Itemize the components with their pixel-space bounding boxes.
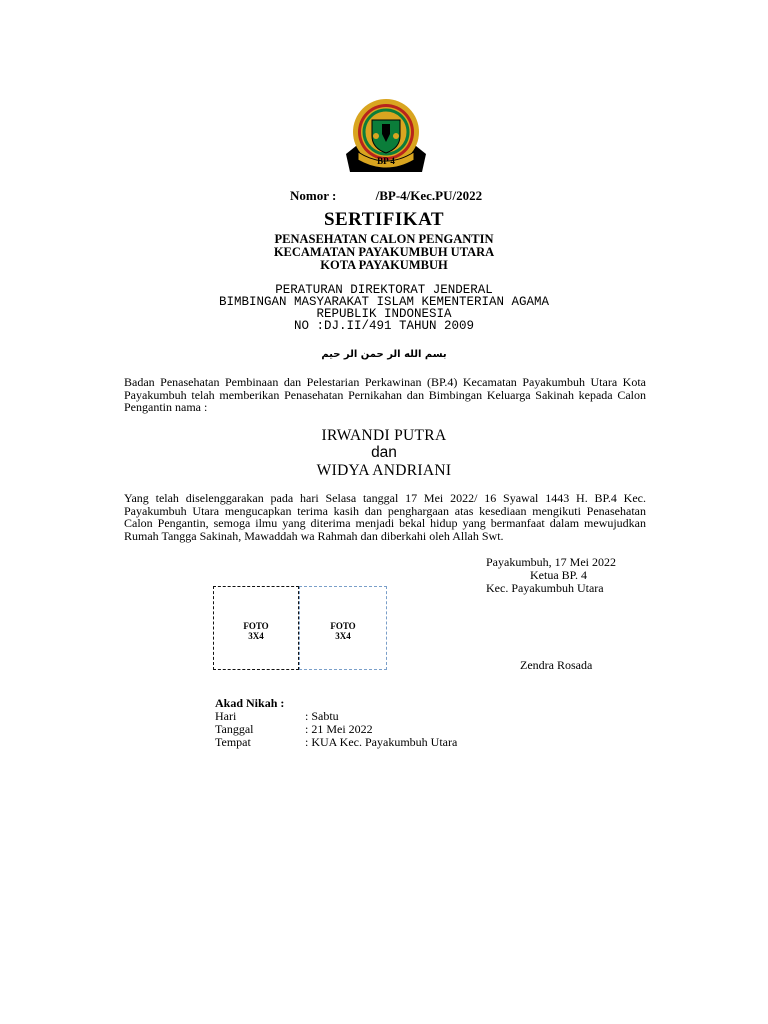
nomor-label: Nomor : — [290, 188, 337, 203]
certificate-title: SERTIFIKAT — [323, 209, 445, 230]
akad-row-label: Tempat — [215, 735, 251, 749]
regulation-line: NO :DJ.II/491 TAHUN 2009 — [293, 319, 475, 333]
basmalah: بسم الله الر حمن الر حيم — [321, 349, 447, 360]
photo-placeholder — [299, 586, 387, 670]
conjunction: dan — [371, 444, 397, 461]
akad-row-value: : Sabtu — [305, 709, 339, 723]
certificate-number — [290, 188, 482, 204]
photo-placeholder — [213, 586, 299, 670]
body-paragraph: Yang telah diselenggarakan pada hari Selasa tanggal 17 Mei 2022/ 16 Syawal 1443 H. BP.4 Kec. Payakumbuh Utara mengucapkan terima kasih dan penghargaan atas kesediaan mengikuti Penasehatan Calon Pengantin, semoga ilmu yang diterima menjadi bekal hidup yang bermanfaat dalam mewujudkan Rumah Tangga Sakinah, Mawaddah wa Rahmah dan diberkahi oleh Allah Swt. — [124, 491, 646, 543]
signature-place-date: Payakumbuh, 17 Mei 2022 — [486, 555, 616, 569]
photo-size: 3X4 — [248, 631, 264, 641]
intro-paragraph: Badan Penasehatan Pembinaan dan Pelestarian Perkawinan (BP.4) Kecamatan Payakumbuh Utara Kota Payakumbuh telah memberikan Penasehatan Pernikahan dan Bimbingan Keluarga Sakinah kepada Calon Pengantin nama : — [124, 375, 646, 414]
akad-row-value: : 21 Mei 2022 — [305, 722, 373, 736]
logo-text: BP 4 — [377, 156, 395, 166]
subtitle-line: PENASEHATAN CALON PENGANTIN — [274, 232, 494, 246]
signature-office: Kec. Payakumbuh Utara — [486, 581, 604, 595]
subtitle-line: KECAMATAN PAYAKUMBUH UTARA — [273, 245, 495, 259]
akad-heading: Akad Nikah : — [215, 696, 285, 710]
akad-row — [215, 736, 457, 749]
akad-row-value: : KUA Kec. Payakumbuh Utara — [305, 735, 458, 749]
groom-name: IRWANDI PUTRA — [321, 427, 447, 444]
photo-label: FOTO — [243, 621, 269, 631]
photo-size: 3X4 — [335, 631, 351, 641]
akad-row-label: Hari — [215, 709, 237, 723]
bp4-logo — [342, 96, 430, 178]
signature-position: Ketua BP. 4 — [530, 568, 587, 582]
bride-name: WIDYA ANDRIANI — [316, 462, 452, 479]
subtitle-line: KOTA PAYAKUMBUH — [320, 258, 448, 272]
regulation-line: PERATURAN DIREKTORAT JENDERAL — [275, 283, 493, 297]
regulation-line: REPUBLIK INDONESIA — [316, 307, 452, 321]
signature-name: Zendra Rosada — [520, 658, 593, 672]
akad-row-label: Tanggal — [215, 722, 254, 736]
regulation-line: BIMBINGAN MASYARAKAT ISLAM KEMENTERIAN AGAMA — [218, 295, 550, 309]
photo-label: FOTO — [330, 621, 356, 631]
nomor-value: /BP-4/Kec.PU/2022 — [375, 188, 483, 203]
